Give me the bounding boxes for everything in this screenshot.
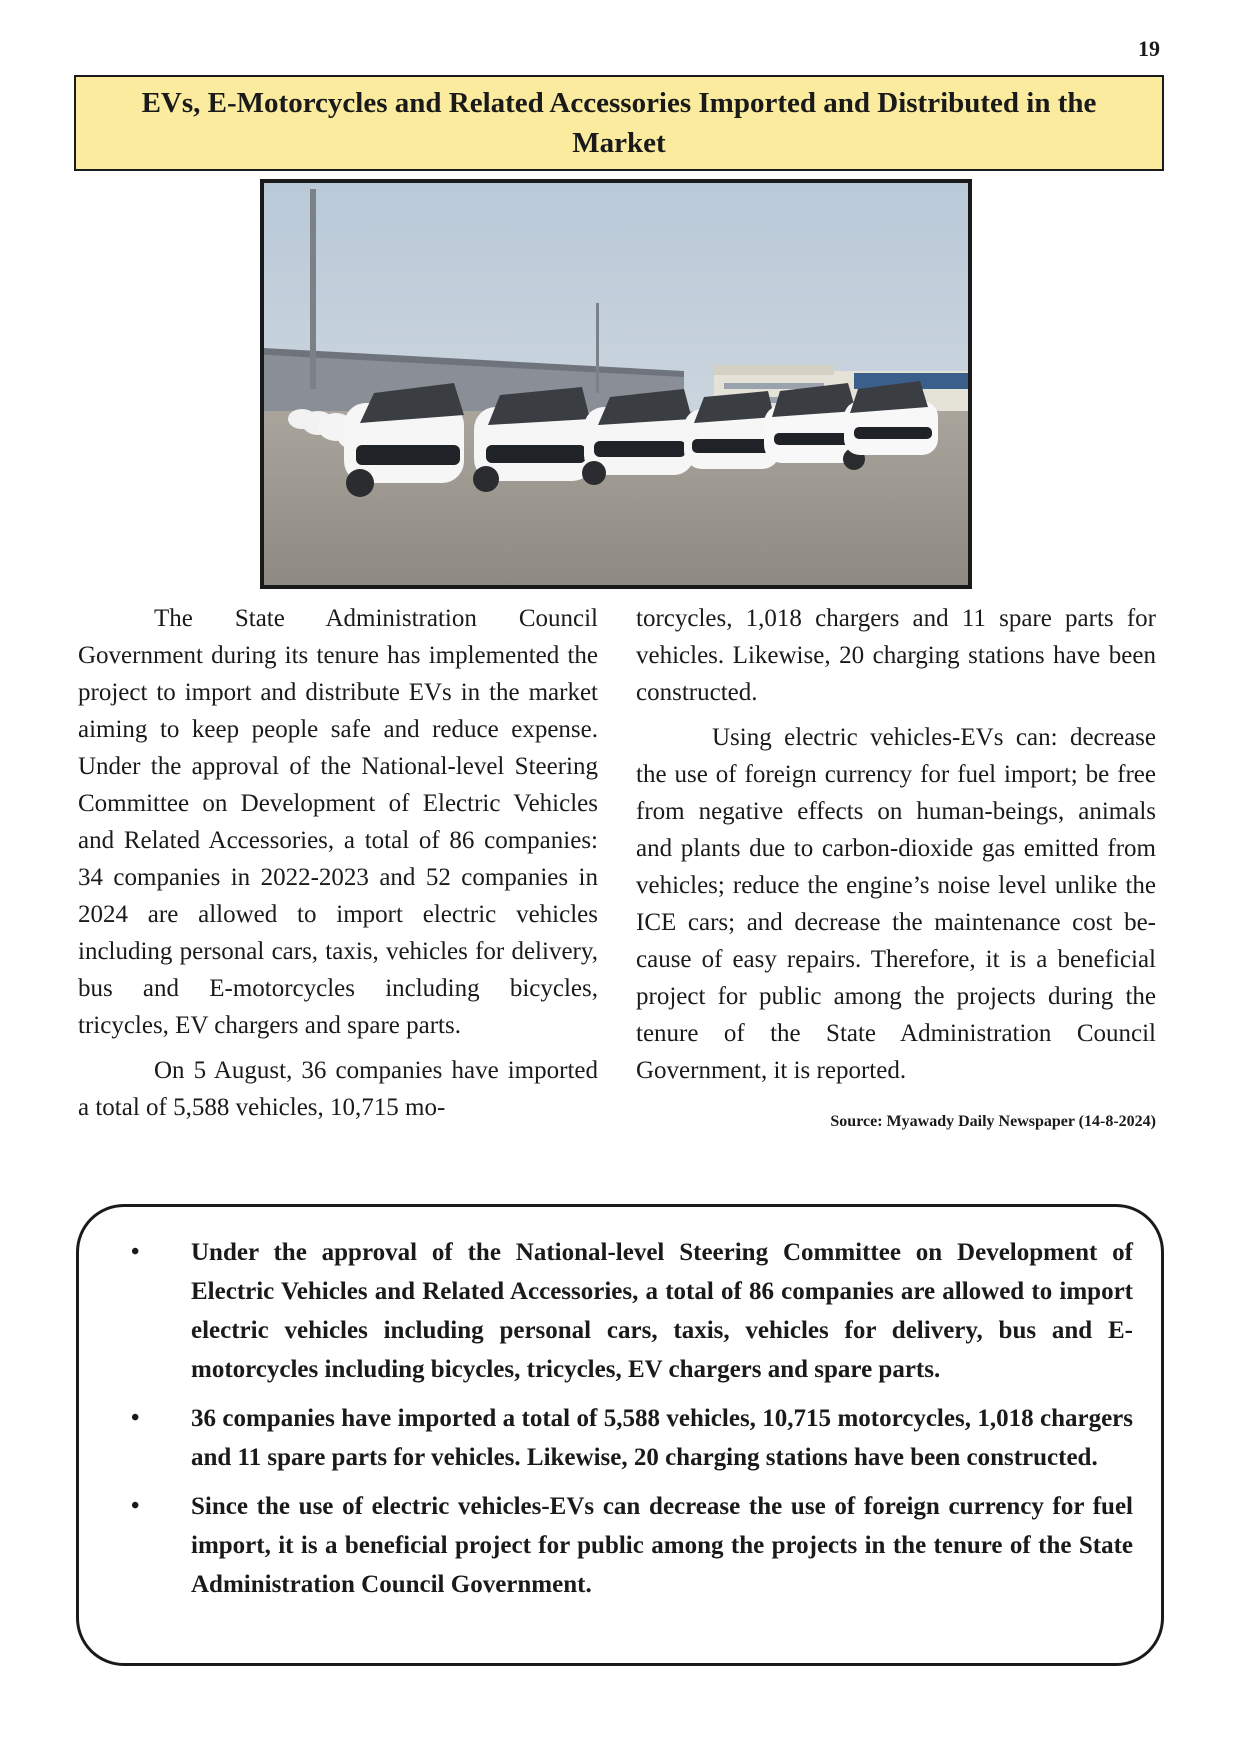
photo-illustration	[264, 183, 968, 585]
article-right-column	[636, 600, 1156, 1133]
page-title: EVs, E-Motorcycles and Related Accessories Imported and Distributed in the Market	[141, 87, 1097, 159]
article-paragraph: The State Administration Council Government during its tenure has implemented the project to import and distribute EVs in the market aiming to keep people safe and reduce expense. Under the approval of the National-level Steering Committee on Development of Electric Vehicles and Related Accessories, a total of 86 companies: 34 companies in 2022-2023 and 52 companies in 2024 are allowed to import electric vehicles including personal cars, taxis, vehicles for delivery, bus and E-motorcycles including bicycles, tricycles, EV chargers and spare parts.	[78, 605, 598, 1039]
summary-list	[107, 1233, 1133, 1604]
article-left-column	[78, 600, 598, 1126]
article-paragraph: Using electric vehicles-EVs can: decrease the use of foreign currency for fuel import; be free from negative effects on human-beings, animals and plants due to carbon-dioxide gas emitted from vehicles; reduce the engine’s noise level unlike the ICE cars; and decrease the maintenance cost because of easy repairs. Therefore, it is a beneficial project for public among the projects during the tenure of the State Administration Council Government, it is reported.	[636, 724, 1156, 1084]
summary-item-text: Since the use of electric vehicles-EVs can decrease the use of foreign currency for fuel import, it is a beneficial project for public among the projects in the tenure of the State Administration Council Government.	[191, 1493, 1133, 1598]
bullet-icon: •	[131, 1239, 140, 1265]
summary-item-text: 36 companies have imported a total of 5,588 vehicles, 10,715 motorcycles, 1,018 chargers and 11 spare parts for vehicles. Likewise, 20 charging stations have been constructed.	[191, 1405, 1133, 1471]
title-banner	[74, 75, 1164, 171]
source-citation: Source: Myawady Daily Newspaper (14-8-2024)	[830, 1113, 1156, 1130]
summary-box	[76, 1204, 1164, 1666]
bullet-icon: •	[131, 1405, 140, 1431]
page-number: 19	[1138, 36, 1160, 61]
summary-item	[107, 1487, 1133, 1604]
summary-item	[107, 1399, 1133, 1477]
article-paragraph: torcycles, 1,018 chargers and 11 spare parts for vehicles. Likewise, 20 charging stations have been constructed.	[636, 605, 1156, 706]
summary-item-text: Under the approval of the National-level Steering Committee on Development of Electric Vehicles and Related Accessories, a total of 86 companies are allowed to import electric vehicles including personal cars, taxis, vehicles for delivery, bus and E-motorcycles including bicycles, tricycles, EV chargers and spare parts.	[191, 1239, 1133, 1383]
photo-ev-parking-lot	[260, 179, 972, 589]
light-pole	[310, 189, 316, 389]
article-paragraph: On 5 August, 36 companies have imported a total of 5,588 vehicles, 10,715 mo-	[78, 1057, 598, 1121]
summary-item	[107, 1233, 1133, 1389]
bullet-icon: •	[131, 1493, 140, 1519]
